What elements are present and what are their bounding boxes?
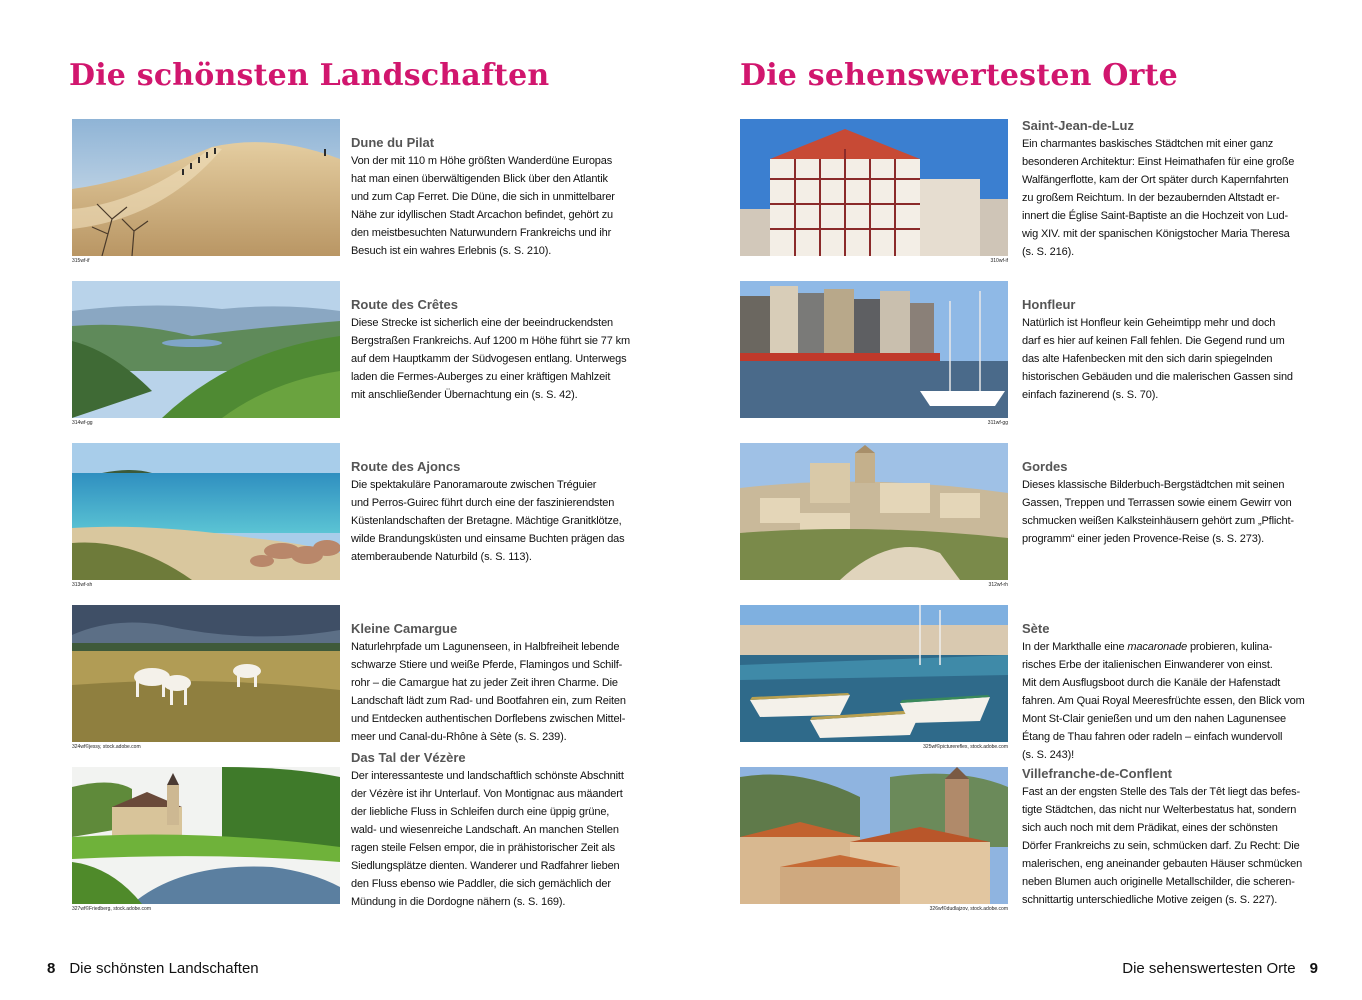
body-line: schmucken weißen Kalksteinhäusern gehört zum „Pflicht- — [1022, 515, 1294, 527]
body-line: fahren. Am Quai Royal Meeresfrüchte essen, den Blick vom — [1022, 695, 1305, 707]
italic-term: macaronade — [1127, 641, 1188, 653]
body-line: wilde Brandungsküsten und einsame Buchten prägen das — [351, 533, 625, 545]
body-line: schnittartig unterschiedliche Motive zeigen (s. S. 227). — [1022, 894, 1278, 906]
body-line: Étang de Thau fahren oder radeln – einfach wundervoll — [1022, 731, 1283, 743]
right-page-footer — [1122, 960, 1318, 977]
entry-text — [1022, 458, 1294, 548]
body-line: wig XIV. mit der spanischen Königstocher Maria Theresa — [1022, 228, 1290, 240]
body-line: ragen steile Felsen empor, die in prähistorischer Zeit als — [351, 842, 615, 854]
body-line: Besuch ist ein wahres Erlebnis (s. S. 210). — [351, 245, 552, 257]
right-page — [681, 0, 1362, 1000]
photo-credit: 312wf-rh — [988, 582, 1008, 588]
entry-body — [351, 476, 623, 566]
entry-text — [1022, 117, 1294, 261]
body-line: Nähe zur idyllischen Stadt Arcachon befindet, gehört zu — [351, 209, 614, 221]
body-line: hat man einen überwältigenden Blick über den Atlantik — [351, 173, 608, 185]
body-line: Landschaft lädt zum Rad- und Bootfahren ein, zum Reiten — [351, 695, 626, 707]
photo-honfleur — [740, 281, 1008, 418]
body-line: Bergstraßen Frankreichs. Auf 1200 m Höhe führt sie 77 km — [351, 335, 630, 347]
body-line: Gassen, Treppen und Terrassen sowie einem Gewirr von — [1022, 497, 1292, 509]
right-page-heading: Die sehenswertesten Orte — [740, 58, 1178, 93]
entry-title: Saint-Jean-de-Luz — [1022, 118, 1134, 133]
entry-text — [351, 620, 626, 746]
entry-title: Route des Crêtes — [351, 297, 458, 312]
entry-text — [351, 749, 623, 911]
body-line: Dieses klassische Bilderbuch-Bergstädtchen mit seinen — [1022, 479, 1285, 491]
page-number: 8 — [47, 960, 56, 977]
body-line: der liebliche Fluss in Schleifen durch eine üppig grüne, — [351, 806, 610, 818]
page-number: 9 — [1309, 960, 1318, 977]
photo-villefranche-de-conflent — [740, 767, 1008, 904]
body-line: programm“ einer jeden Provence-Reise (s. S. 273). — [1022, 533, 1265, 545]
entry-text — [351, 296, 630, 404]
entry-sete — [740, 605, 1340, 761]
entry-text — [351, 134, 623, 260]
running-title: Die schönsten Landschaften — [69, 960, 259, 977]
body-line: Der interessanteste und landschaftlich schönste Abschnitt — [351, 770, 624, 782]
body-line: den Fluss ebenso wie Paddler, die sich gemächlich der — [351, 878, 611, 890]
photo-credit: 311wf-gg — [987, 420, 1008, 426]
body-line: In der Markthalle eine macaronade probieren, kulina- — [1022, 641, 1273, 653]
body-line: mit anschließender Übernachtung ein (s. S. 42). — [351, 389, 578, 401]
body-line: laden die Fermes-Auberges zu einer kräftigen Mahlzeit — [351, 371, 611, 383]
body-line: Diese Strecke ist sicherlich eine der beeindruckendsten — [351, 317, 614, 329]
entry-title: Villefranche-de-Conflent — [1022, 766, 1173, 781]
body-line: innert die Église Saint-Baptiste an die Hochzeit von Lud- — [1022, 210, 1288, 222]
entry-text — [351, 458, 623, 566]
body-line: wald- und wiesenreiche Landschaft. An manchen Stellen — [351, 824, 619, 836]
photo-credit: 315wf-if — [72, 258, 90, 264]
entry-text — [1022, 765, 1303, 909]
body-line: Küstenlandschaften der Bretagne. Mächtige Granitklötze, — [351, 515, 622, 527]
body-line: (s. S. 243)! — [1022, 749, 1074, 761]
body-line: schwarze Stiere und weiße Pferde, Flamingos und Schilf- — [351, 659, 623, 671]
body-line: und Entdecken authentischen Dorflebens zwischen Mittel- — [351, 713, 626, 725]
entry-body — [351, 767, 623, 911]
body-line: der Vézère ist ihr Unterlauf. Von Montignac aus mäandert — [351, 788, 623, 800]
photo-credit: 324wf©jessy, stock.adobe.com — [72, 744, 141, 750]
body-line: darf es hier auf keinen Fall fehlen. Die Gegend rund um — [1022, 335, 1285, 347]
photo-dune-du-pilat — [72, 119, 340, 256]
body-line: tigte Städtchen, das nicht nur Welterbestatus hat, sondern — [1022, 804, 1297, 816]
body-line: sich auch noch mit dem Prädikat, eines der schönsten — [1022, 822, 1278, 834]
body-line: Mont St-Clair genießen und um den nahen Lagunensee — [1022, 713, 1287, 725]
entry-saint-jean-de-luz — [740, 119, 1340, 269]
photo-kleine-camargue — [72, 605, 340, 742]
entry-title: Sète — [1022, 621, 1050, 636]
body-line: (s. S. 216). — [1022, 246, 1074, 258]
body-line: und Perros-Guirec führt durch eine der faszinierendsten — [351, 497, 615, 509]
body-line: auf dem Hauptkamm der Südvogesen entlang. Unterwegs — [351, 353, 627, 365]
entry-text — [1022, 296, 1294, 404]
entry-title: Gordes — [1022, 459, 1068, 474]
entry-body — [351, 638, 626, 746]
photo-credit: 327wf©Friedberg, stock.adobe.com — [72, 906, 152, 912]
entry-title: Dune du Pilat — [351, 135, 435, 150]
entry-title: Honfleur — [1022, 297, 1076, 312]
entry-route-des-cretes — [72, 281, 672, 431]
photo-credit: 310wf-if — [990, 258, 1008, 264]
entry-body — [1022, 314, 1294, 404]
body-line: Ein charmantes baskisches Städtchen mit einer ganz — [1022, 138, 1274, 150]
entry-tal-der-vezere — [72, 750, 672, 917]
photo-saint-jean-de-luz — [740, 119, 1008, 256]
entry-title: Route des Ajoncs — [351, 459, 461, 474]
photo-credit: 325wf©picturereflex, stock.adobe.com — [923, 744, 1008, 750]
body-line: atemberaubende Naturbild (s. S. 113). — [351, 551, 532, 563]
body-line: historischen Gebäuden und die malerischen Gassen sind — [1022, 371, 1293, 383]
body-line: einfach fazinerend (s. S. 70). — [1022, 389, 1159, 401]
body-line: Von der mit 110 m Höhe größten Wanderdüne Europas — [351, 155, 613, 167]
body-line: Siedlungsplätze dienten. Wanderer und Radfahrer lieben — [351, 860, 620, 872]
entry-body — [1022, 783, 1303, 909]
entry-title: Das Tal der Vézère — [351, 750, 466, 765]
body-line: Mit dem Ausflugsboot durch die Kanäle der Hafenstadt — [1022, 677, 1281, 689]
entry-title: Kleine Camargue — [351, 621, 458, 636]
entry-dune-du-pilat — [72, 119, 672, 269]
body-line: Natürlich ist Honfleur kein Geheimtipp mehr und doch — [1022, 317, 1276, 329]
body-line: Mündung in die Dordogne nähern (s. S. 169). — [351, 896, 566, 908]
body-line: neben Blumen auch originelle Metallschilder, die scheren- — [1022, 876, 1295, 888]
body-line: das alte Hafenbecken mit den sich darin spiegelnden — [1022, 353, 1273, 365]
body-line: malerischen, eng aneinander gebauten Häuser schmücken — [1022, 858, 1303, 870]
entry-villefranche-de-conflent — [740, 767, 1340, 917]
body-line: rohr – die Camargue hat zu jeder Zeit ihren Charme. Die — [351, 677, 618, 689]
body-line: Die spektakuläre Panoramaroute zwischen Tréguier — [351, 479, 597, 491]
body-line: risches Erbe der italienischen Einwanderer von einst. — [1022, 659, 1273, 671]
left-page-footer — [47, 960, 259, 977]
photo-sete — [740, 605, 1008, 742]
photo-credit: 313wf-sh — [72, 582, 93, 588]
entry-body — [1022, 638, 1305, 764]
body-line: zu großem Reichtum. In der bezaubernden Altstadt er- — [1022, 192, 1280, 204]
body-line: Fast an der engsten Stelle des Tals der Têt liegt das befes- — [1022, 786, 1300, 798]
entry-body — [1022, 135, 1294, 261]
photo-route-des-cretes — [72, 281, 340, 418]
left-page-heading: Die schönsten Landschaften — [69, 58, 550, 93]
entry-text — [1022, 620, 1305, 764]
entry-gordes — [740, 443, 1340, 593]
entry-body — [1022, 476, 1294, 548]
body-line: meer und Canal-du-Rhône à Sète (s. S. 239). — [351, 731, 567, 743]
body-line: Dörfer Frankreichs zu sein, schmücken darf. Zu Recht: Die — [1022, 840, 1300, 852]
running-title: Die sehenswertesten Orte — [1122, 960, 1296, 977]
photo-route-des-ajoncs — [72, 443, 340, 580]
entry-body — [351, 314, 630, 404]
photo-tal-der-vezere — [72, 767, 340, 904]
body-line: Walfängerflotte, kam der Ort später durch Kapernfahrten — [1022, 174, 1289, 186]
entry-body — [351, 152, 623, 260]
body-line: besonderen Architektur: Einst Heimathafen für eine große — [1022, 156, 1295, 168]
body-line: und zum Cap Ferret. Die Düne, die sich in unmittelbarer — [351, 191, 615, 203]
photo-credit: 326wf©dudlajzov, stock.adobe.com — [929, 906, 1008, 912]
entry-honfleur — [740, 281, 1340, 431]
entry-route-des-ajoncs — [72, 443, 672, 593]
body-line: den meistbesuchten Naturwundern Frankreichs und ihr — [351, 227, 612, 239]
entry-kleine-camargue — [72, 605, 672, 755]
body-line: Naturlehrpfade um Lagunenseen, in Halbfreiheit lebende — [351, 641, 620, 653]
photo-gordes — [740, 443, 1008, 580]
photo-credit: 314wf-gg — [72, 420, 93, 426]
